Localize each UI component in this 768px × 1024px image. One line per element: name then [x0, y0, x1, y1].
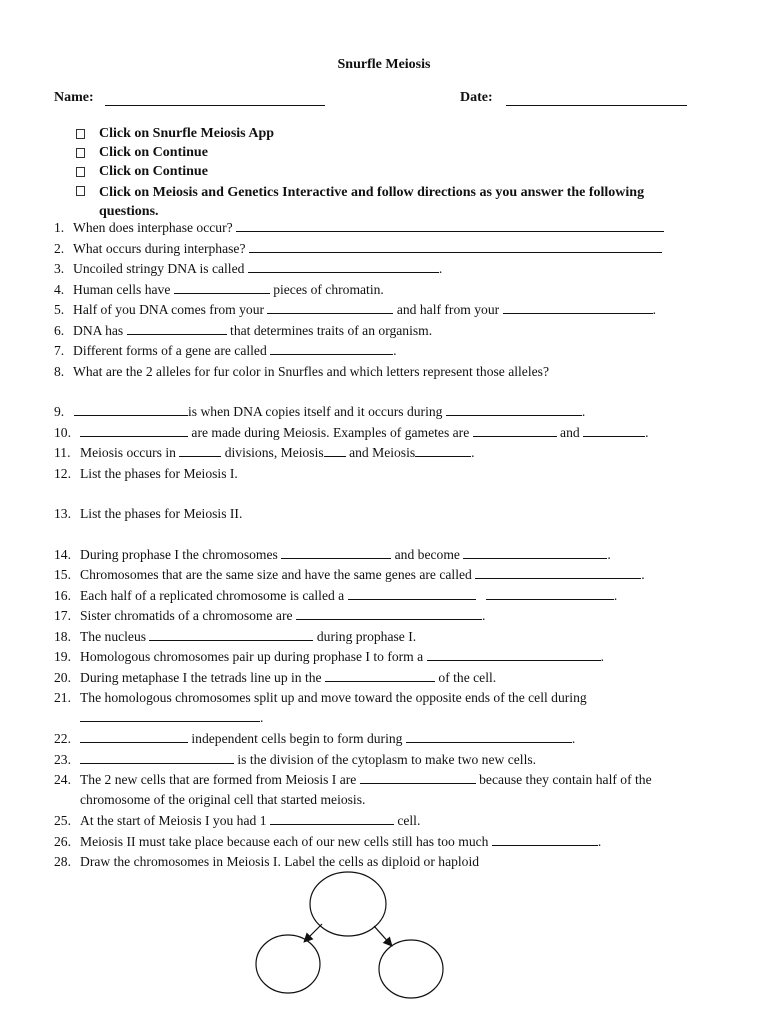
- question-26: 26. Meiosis II must take place because each of our new cells still has too much .: [54, 833, 602, 849]
- question-14: 14. During prophase I the chromosomes and become .: [54, 546, 611, 562]
- question-9: 9. is when DNA copies itself and it occurs during .: [54, 404, 586, 419]
- question-1: 1. When does interphase occur?: [54, 218, 714, 239]
- question-19: 19. Homologous chromosomes pair up during prophase I to form a .: [54, 649, 604, 664]
- question-11: 11. Meiosis occurs in divisions, Meiosis and Meiosis .: [54, 445, 475, 460]
- question-3: 3. Uncoiled stringy DNA is called .: [54, 261, 443, 276]
- question-24: 24. The 2 new cells that are formed from Meiosis I are because they contain half of the chromosome of the original cell that started meiosis.: [54, 772, 652, 807]
- daughter-cell-right-drawing-area[interactable]: [379, 940, 443, 998]
- question-17: 17. Sister chromatids of a chromosome are .: [54, 608, 486, 623]
- question-16: 16. Each half of a replicated chromosome is called a .: [54, 587, 618, 603]
- checklist-item: Click on Meiosis and Genetics Interactive and follow directions as you answer the following questions.: [76, 183, 716, 221]
- question-18: 18. The nucleus during prophase I.: [54, 628, 417, 644]
- checklist-item: Click on Snurfle Meiosis App: [76, 126, 716, 145]
- question-7: 7. Different forms of a gene are called .: [54, 343, 397, 358]
- question-13: 13. List the phases for Meiosis II.: [54, 506, 243, 521]
- question-4: 4. Human cells have pieces of chromatin.: [54, 281, 384, 297]
- question-28: 28. Draw the chromosomes in Meiosis I. Label the cells as diploid or haploid: [54, 854, 480, 869]
- question-15: 15. Chromosomes that are the same size and have the same genes are called .: [54, 567, 645, 582]
- question-21: 21. The homologous chromosomes split up and move toward the opposite ends of the cell during .: [54, 690, 587, 725]
- question-2: 2. What occurs during interphase?: [54, 239, 714, 260]
- checklist-item: Click on Continue: [76, 164, 716, 183]
- date-label: Date:: [460, 90, 493, 105]
- checklist-item: Click on Continue: [76, 145, 716, 164]
- page-title: Snurfle Meiosis: [337, 57, 431, 72]
- question-20: 20. During metaphase I the tetrads line up in the of the cell.: [54, 669, 497, 685]
- question-23: 23. is the division of the cytoplasm to make two new cells.: [54, 751, 537, 767]
- arrow-right-icon: [374, 926, 391, 945]
- arrow-left-icon: [305, 924, 322, 941]
- question-25: 25. At the start of Meiosis I you had 1 cell.: [54, 813, 421, 828]
- name-label: Name:: [54, 90, 94, 105]
- question-22: 22. independent cells begin to form during .: [54, 731, 576, 746]
- daughter-cell-left-drawing-area[interactable]: [256, 935, 320, 993]
- question-8: 8. What are the 2 alleles for fur color in Snurfles and which letters represent those alleles?: [54, 363, 549, 379]
- question-6: 6. DNA has that determines traits of an organism.: [54, 322, 433, 338]
- question-5: 5. Half of you DNA comes from your and half from your .: [54, 302, 656, 317]
- question-12: 12. List the phases for Meiosis I.: [54, 465, 238, 481]
- question-10: 10. are made during Meiosis. Examples of gametes are and .: [54, 424, 649, 440]
